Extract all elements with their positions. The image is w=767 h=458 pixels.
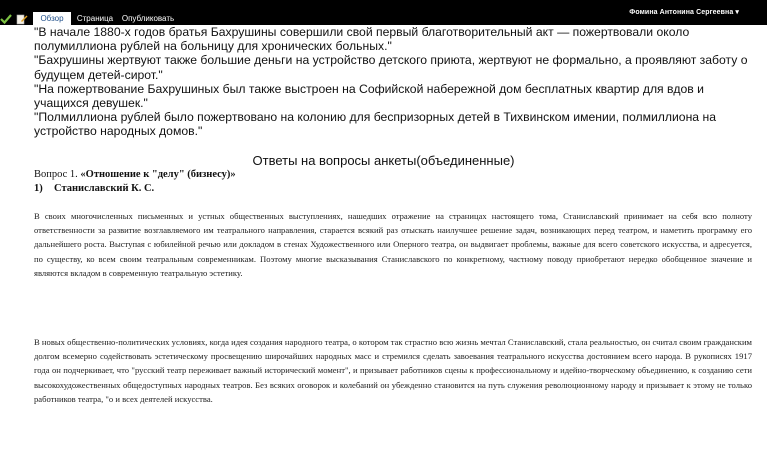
quote-paragraph: "В начале 1880-х годов братья Бахрушины совершили свой первый благотворительный акт — пожертвовали около полумиллиона рублей на больницу для хронических больных." xyxy=(34,25,690,54)
question-title xyxy=(34,169,236,180)
person-name: Станиславский К. С. xyxy=(54,183,155,194)
quote-paragraph: "Бахрушины жертвуют также большие деньги на устройство детского приюта, жертвуют не формально, а проявляют заботу о будущем детей-сирот." xyxy=(34,53,748,82)
person-number: 1) xyxy=(34,183,43,194)
body-paragraph: В новых общественно-политических условиях, когда идея создания народного театра, о котором так страстно всю жизнь мечтал Станиславский, стала реальностью, он считал своим гражданским долгом всемерно содействовать эстетическому просвещению широчайших народных масс и стремился сделать завоевания театрального искусства достоянием всего народа. В рукописях 1917 года он подчеркивает, что "русский театр переживает важный исторический момент", и призывает работников сцены к профессиональному и идейно-творческому объединению, к созданию сети высокохудожественных общедоступных народных театров. Без всяких оговорок и колебаний он убежденно становится на путь служения революционному народу и призывает к этому не только работников театра, "о и всех деятелей искусства. xyxy=(34,337,752,404)
ribbon-bar xyxy=(0,0,767,25)
person-heading xyxy=(34,183,154,194)
body-paragraph: В своих многочисленных письменных и устных общественных выступлениях, нашедших отражение на страницах настоящего тома, Станиславский принимает на себя всю полноту ответственности за развитие возглавляемого им театрального направления, старается всякий раз отыскать наилучшее решение задач, возникающих перед театром, и наметить программу его дальнейшего роста. Выступая с юбилейной речью или докладом в стенах Художественного или Оперного театра, он выдвигает проблемы, важные для всего советского искусства, и адресуется, по существу, ко всем своим театральным современникам. Поэтому многие высказывания Станиславского по конкретному, частному поводу приобретают нередко обобщенное значение и являются вкладом в современную театральную эстетику. xyxy=(34,211,752,278)
question-text: «Отношение к "делу" (бизнесу)» xyxy=(80,169,236,180)
edit-icon[interactable] xyxy=(16,12,28,30)
tab-publish[interactable]: Опубликовать xyxy=(121,14,175,23)
quote-paragraph: "Полмиллиона рублей было пожертвовано на колонию для беспризорных детей в Тихвинском имении, полмиллиона на устройство народных домов." xyxy=(34,110,716,139)
question-prefix: Вопрос 1. xyxy=(34,169,81,180)
quote-paragraph: "На пожертвование Бахрушиных был также выстроен на Софийской набережной дом бесплатных квартир для вдов и учащихся девушек." xyxy=(34,81,704,111)
check-icon[interactable] xyxy=(0,12,12,30)
section-heading: Ответы на вопросы анкеты(объединенные) xyxy=(252,153,515,168)
quotes-block xyxy=(34,25,754,139)
tab-page[interactable]: Страница xyxy=(76,14,114,23)
tab-overview[interactable]: Обзор xyxy=(33,12,71,25)
user-menu[interactable]: Фомина Антонина Сергеевна ▾ xyxy=(629,9,739,16)
